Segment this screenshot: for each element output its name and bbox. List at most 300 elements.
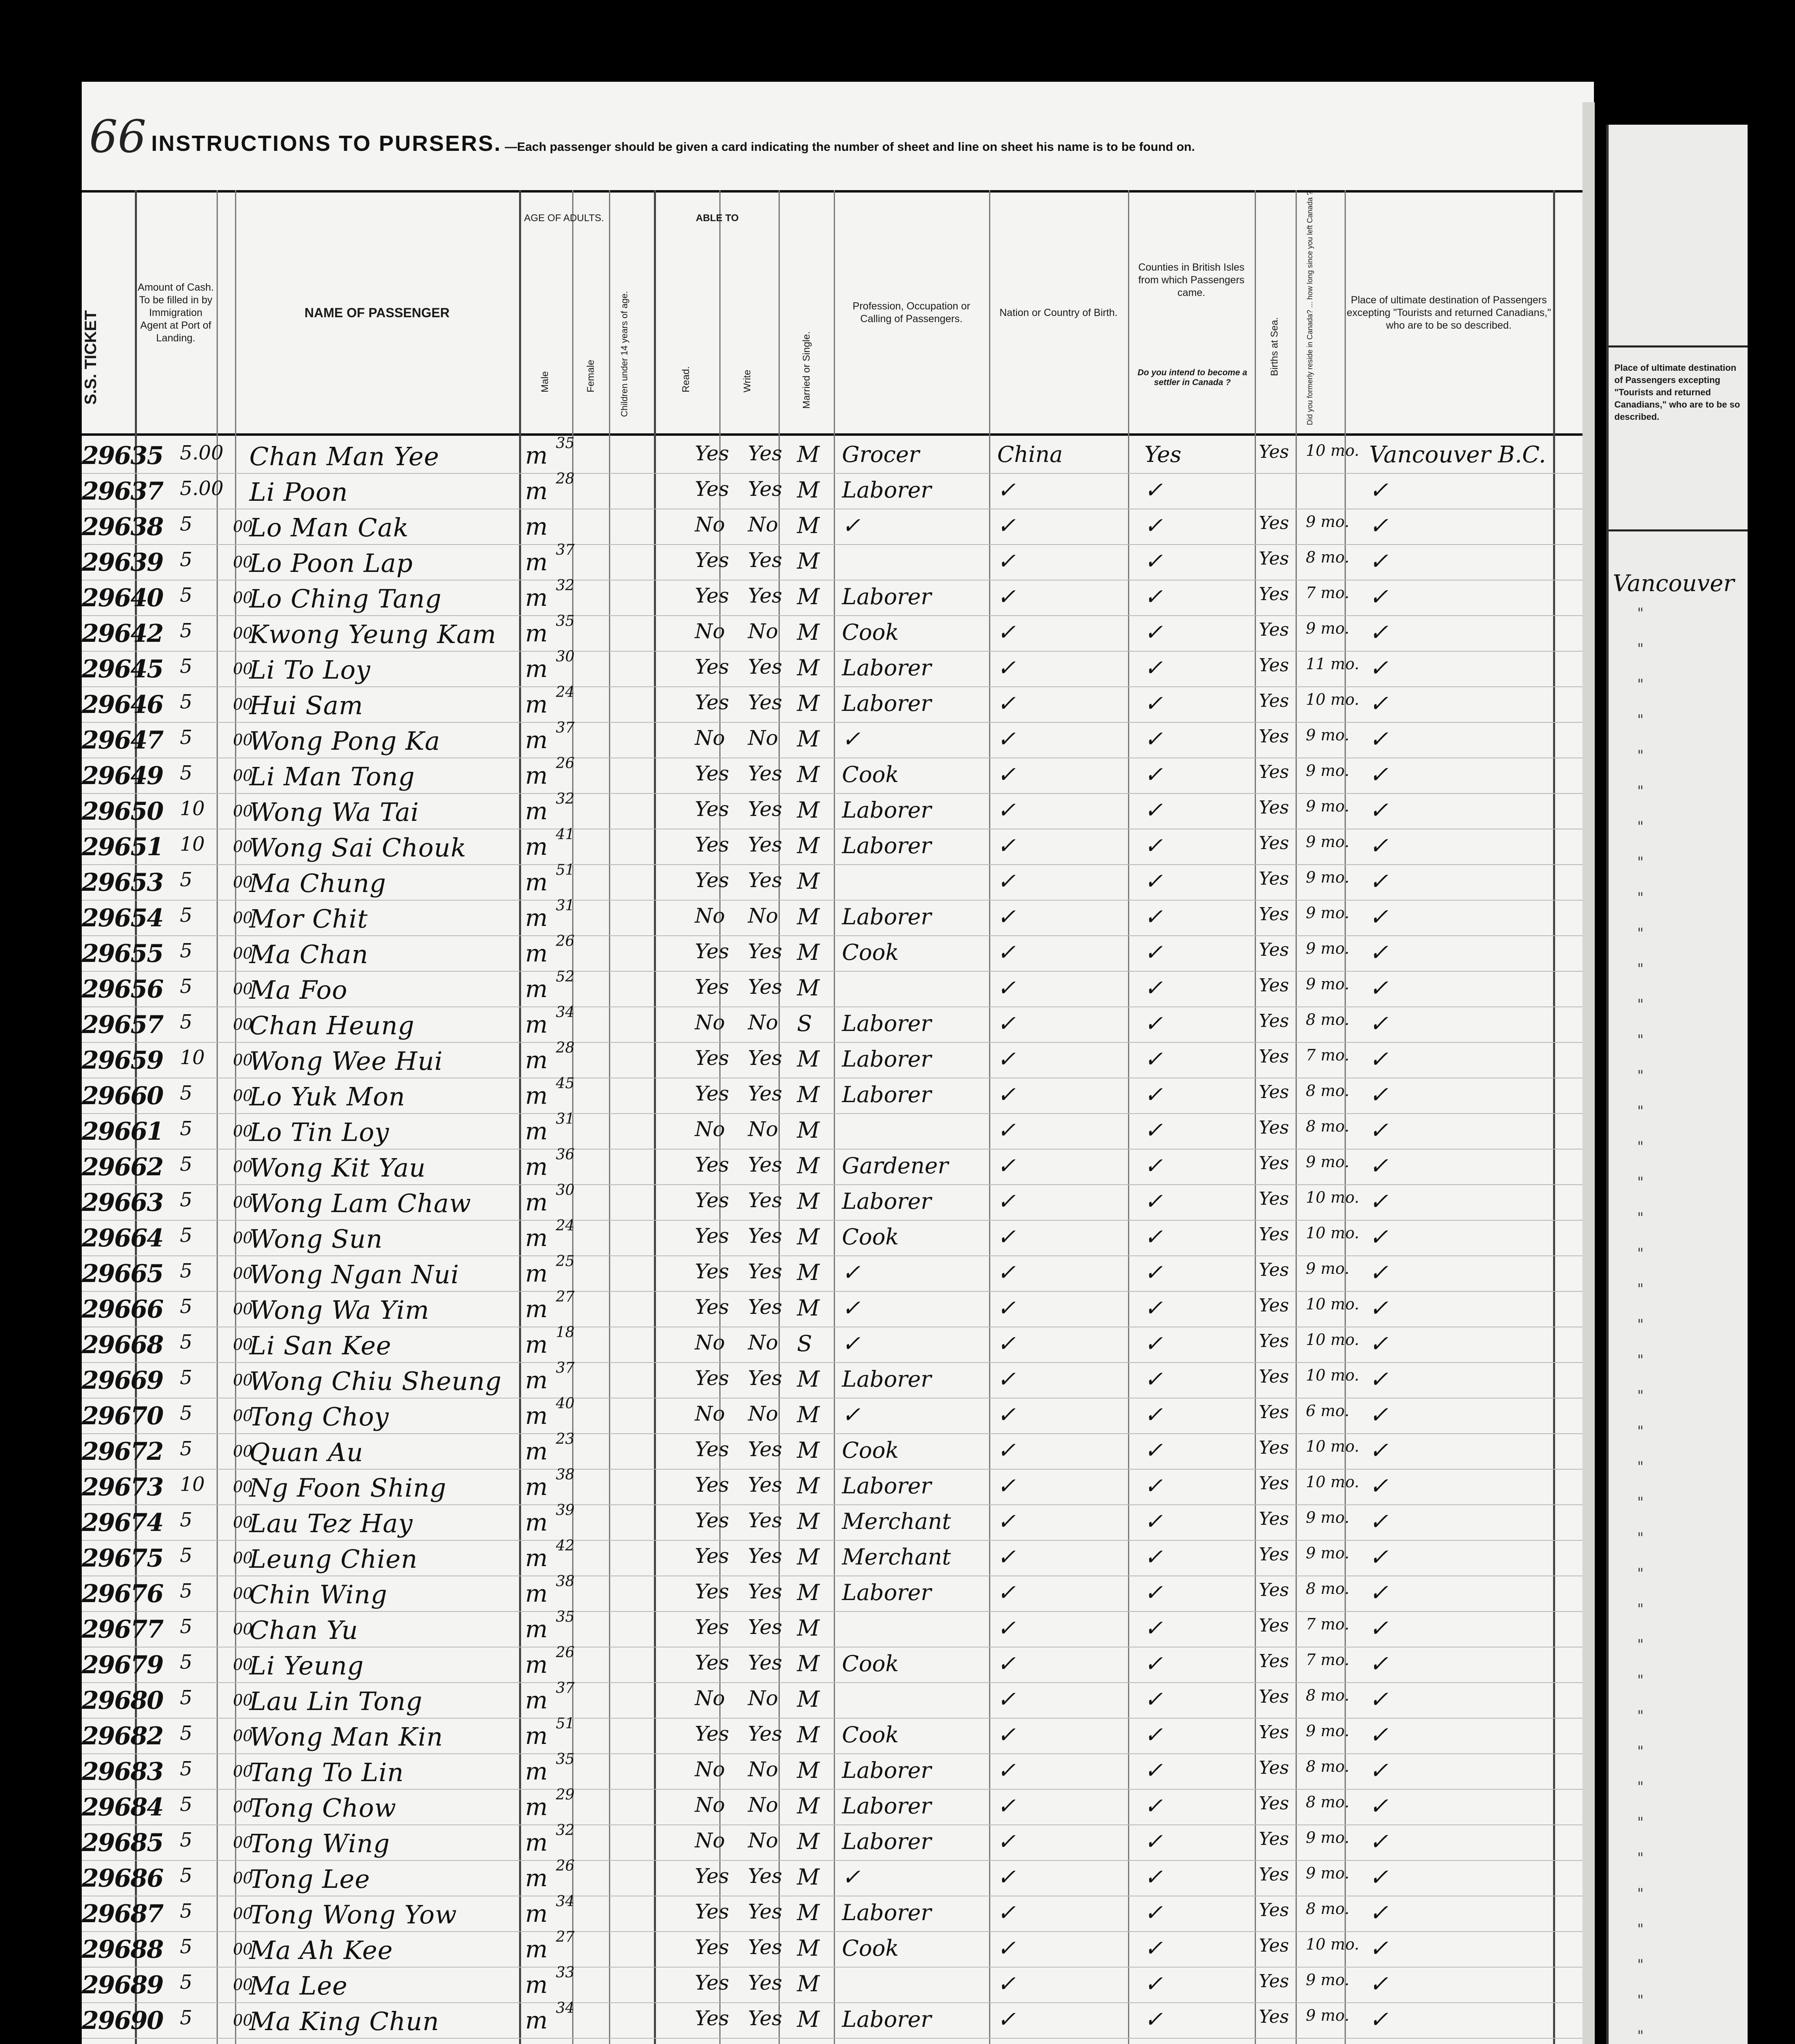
male-mark: m xyxy=(525,1722,548,1750)
write-value: No xyxy=(748,619,778,643)
nation-value: ✓ xyxy=(997,1046,1016,1072)
ticket-number: 29646 xyxy=(82,690,163,719)
read-column-header: Read. xyxy=(680,366,692,392)
male-mark: m xyxy=(525,1224,548,1252)
table-row xyxy=(82,509,1594,544)
table-row xyxy=(82,1715,1594,1753)
read-value: Yes xyxy=(695,1651,729,1674)
ditto-mark: " xyxy=(1637,1316,1644,1333)
ticket-number: 29684 xyxy=(82,1793,163,1822)
marital-status: M xyxy=(797,1971,820,1997)
settler-value: ✓ xyxy=(1144,1011,1163,1036)
births-value: Yes xyxy=(1259,1757,1289,1778)
occupation-value: Cook xyxy=(842,619,899,645)
ticket-number: 29635 xyxy=(82,442,163,470)
read-value: No xyxy=(695,1402,725,1425)
cash-amount: 10 xyxy=(180,797,205,820)
nation-value: ✓ xyxy=(997,1153,1016,1179)
male-mark: m xyxy=(525,797,548,825)
ditto-mark: " xyxy=(1637,854,1644,870)
destination-value: ✓ xyxy=(1369,1651,1388,1677)
write-value: Yes xyxy=(748,1935,782,1959)
period-value: 9 mo. xyxy=(1306,939,1350,957)
births-value: Yes xyxy=(1259,833,1289,854)
occupation-value: Merchant xyxy=(842,1544,951,1570)
read-value: Yes xyxy=(695,1935,729,1959)
period-value: 9 mo. xyxy=(1306,1544,1350,1562)
male-mark: m xyxy=(525,690,548,718)
ditto-mark: " xyxy=(1637,996,1644,1013)
cash-amount: 5 xyxy=(180,1437,192,1460)
occupation-value: ✓ xyxy=(842,513,861,538)
cash-amount: 5 xyxy=(180,1686,192,1709)
read-value: Yes xyxy=(695,1615,729,1639)
profession-column-header: Profession, Occupation or Calling of Passengers. xyxy=(853,300,970,325)
occupation-value: Cook xyxy=(842,1224,899,1250)
births-value: Yes xyxy=(1259,762,1289,782)
births-value: Yes xyxy=(1259,1473,1289,1494)
cash-amount: 5 xyxy=(180,1188,192,1211)
passenger-name: Wong Lam Chaw xyxy=(249,1188,472,1218)
age-value: 27 xyxy=(556,1289,575,1305)
male-mark: m xyxy=(525,1793,548,1821)
marital-status: M xyxy=(797,762,820,787)
nation-value: ✓ xyxy=(997,904,1016,930)
age-value: 34 xyxy=(556,1004,575,1021)
births-value: Yes xyxy=(1259,975,1289,996)
age-group-header: AGE OF ADULTS. xyxy=(524,213,604,224)
occupation-value: Cook xyxy=(842,939,899,965)
table-row xyxy=(82,864,1594,899)
ditto-mark: " xyxy=(1637,1957,1644,1973)
write-column-header: Write xyxy=(742,370,753,392)
table-row xyxy=(82,935,1594,970)
occupation-value: Laborer xyxy=(842,1900,931,1925)
ticket-number: 29687 xyxy=(82,1900,163,1928)
marital-status: M xyxy=(797,1117,820,1143)
write-value: Yes xyxy=(748,584,782,607)
occupation-value: Laborer xyxy=(842,1793,931,1819)
ticket-number: 29674 xyxy=(82,1508,163,1537)
cash-amount: 5 xyxy=(180,1757,192,1780)
destination-value: ✓ xyxy=(1369,1829,1388,1855)
nation-value: ✓ xyxy=(997,1615,1016,1641)
read-value: Yes xyxy=(695,1508,729,1532)
write-value: Yes xyxy=(748,797,782,821)
cash-cents: 00 xyxy=(233,624,253,642)
cash-cents: 00 xyxy=(233,1407,253,1425)
cash-amount: 5 xyxy=(180,513,192,536)
male-mark: m xyxy=(525,1188,548,1216)
table-row xyxy=(82,1644,1594,1682)
ticket-number: 29682 xyxy=(82,1722,163,1750)
nation-value: ✓ xyxy=(997,1082,1016,1107)
nation-value: ✓ xyxy=(997,1722,1016,1748)
cash-cents: 00 xyxy=(233,1336,253,1354)
table-row xyxy=(82,1075,1594,1113)
ticket-number: 29639 xyxy=(82,548,163,577)
occupation-value: Laborer xyxy=(842,1082,931,1107)
occupation-value: Merchant xyxy=(842,1508,951,1534)
passenger-name: Wong Kit Yau xyxy=(249,1153,426,1183)
passenger-name: Li To Loy xyxy=(249,655,371,685)
age-value: 31 xyxy=(556,897,575,914)
period-value: 10 mo. xyxy=(1306,690,1359,708)
age-value: 32 xyxy=(556,577,575,594)
settler-value: ✓ xyxy=(1144,619,1163,645)
destination-value: ✓ xyxy=(1369,1615,1388,1642)
settler-value: ✓ xyxy=(1144,1615,1163,1641)
table-row xyxy=(82,1255,1594,1291)
nation-value: ✓ xyxy=(997,1864,1016,1890)
settler-value: ✓ xyxy=(1144,1580,1163,1605)
marital-status: M xyxy=(797,1295,820,1321)
cash-amount: 5 xyxy=(180,1864,192,1887)
cash-cents: 00 xyxy=(233,553,253,571)
occupation-value: Cook xyxy=(842,1722,899,1748)
married-column-header: Married or Single. xyxy=(801,331,812,409)
cash-cents: 00 xyxy=(233,1122,253,1140)
cash-cents: 00 xyxy=(233,1905,253,1923)
nation-value: ✓ xyxy=(997,1473,1016,1499)
write-value: No xyxy=(748,1793,778,1817)
passenger-name: Leung Chien xyxy=(249,1544,418,1574)
passenger-name: Lo Poon Lap xyxy=(249,548,413,578)
ticket-number: 29663 xyxy=(82,1188,163,1217)
ticket-number: 29657 xyxy=(82,1011,163,1039)
age-value: 24 xyxy=(556,1217,575,1234)
settler-value: ✓ xyxy=(1144,797,1163,823)
marital-status: M xyxy=(797,1757,820,1783)
settler-value: ✓ xyxy=(1144,1473,1163,1499)
table-row xyxy=(82,1395,1594,1433)
write-value: No xyxy=(748,1686,778,1710)
ditto-mark: " xyxy=(1637,1743,1644,1759)
write-value: Yes xyxy=(748,655,782,679)
read-value: Yes xyxy=(695,655,729,679)
table-row xyxy=(82,615,1594,650)
cash-cents: 00 xyxy=(233,1158,253,1176)
occupation-value: Laborer xyxy=(842,1829,931,1854)
male-mark: m xyxy=(525,904,548,932)
destination-value: ✓ xyxy=(1369,1366,1388,1393)
births-value: Yes xyxy=(1259,1651,1289,1672)
age-value: 26 xyxy=(556,755,575,772)
ticket-number: 29640 xyxy=(82,584,163,612)
ditto-mark: " xyxy=(1637,1352,1644,1368)
age-value: 26 xyxy=(556,1858,575,1874)
period-value: 9 mo. xyxy=(1306,833,1350,851)
cash-amount: 5 xyxy=(180,1580,192,1602)
age-value: 30 xyxy=(556,648,575,665)
cash-amount: 5.00 xyxy=(180,477,224,500)
marital-status: M xyxy=(797,1366,820,1392)
settler-value: ✓ xyxy=(1144,1188,1163,1214)
destination-value: ✓ xyxy=(1369,619,1388,646)
ticket-number: 29669 xyxy=(82,1366,163,1395)
write-value: Yes xyxy=(748,548,782,572)
period-value: 10 mo. xyxy=(1306,1224,1359,1242)
read-value: Yes xyxy=(695,1366,729,1390)
cash-cents: 00 xyxy=(233,1727,253,1745)
ticket-number: 29650 xyxy=(82,797,163,826)
read-value: Yes xyxy=(695,1722,729,1746)
write-value: Yes xyxy=(748,868,782,892)
passenger-name: Mor Chit xyxy=(249,904,368,934)
passenger-name: Ng Foon Shing xyxy=(249,1473,447,1503)
page-edge xyxy=(1582,102,1595,2044)
destination-value: ✓ xyxy=(1369,1402,1388,1428)
ditto-mark: " xyxy=(1637,1779,1644,1795)
births-value: Yes xyxy=(1259,548,1289,569)
occupation-value: Laborer xyxy=(842,1011,931,1036)
name-column-header: NAME OF PASSENGER xyxy=(304,305,450,320)
occupation-value: Laborer xyxy=(842,584,931,610)
cash-cents: 00 xyxy=(233,766,253,784)
write-value: Yes xyxy=(748,1366,782,1390)
write-value: Yes xyxy=(748,1082,782,1105)
settler-value: ✓ xyxy=(1144,1260,1163,1285)
settler-value: ✓ xyxy=(1144,939,1163,965)
table-row xyxy=(82,1217,1594,1255)
read-value: Yes xyxy=(695,762,729,785)
cash-cents: 00 xyxy=(233,518,253,536)
destination-value: ✓ xyxy=(1369,1508,1388,1535)
marital-status: M xyxy=(797,1544,820,1570)
settler-value: ✓ xyxy=(1144,1757,1163,1783)
write-value: Yes xyxy=(748,1971,782,1995)
male-mark: m xyxy=(525,1402,548,1430)
read-value: Yes xyxy=(695,868,729,892)
ditto-mark: " xyxy=(1637,1423,1644,1439)
occupation-value: Laborer xyxy=(842,2006,931,2032)
write-value: Yes xyxy=(748,690,782,714)
write-value: Yes xyxy=(748,1188,782,1212)
settler-value: ✓ xyxy=(1144,1331,1163,1356)
cash-cents: 00 xyxy=(233,1051,253,1069)
table-row xyxy=(82,1573,1594,1611)
settler-value: ✓ xyxy=(1144,1437,1163,1463)
ditto-mark: " xyxy=(1637,1139,1644,1155)
destination-value: ✓ xyxy=(1369,868,1388,895)
write-value: Yes xyxy=(748,1651,782,1674)
able-to-header: ABLE TO xyxy=(696,213,739,224)
occupation-value: Laborer xyxy=(842,1366,931,1392)
settler-value: ✓ xyxy=(1144,690,1163,716)
ticket-number: 29670 xyxy=(82,1402,163,1430)
passenger-name: Ma Chan xyxy=(249,939,369,969)
destination-value: ✓ xyxy=(1369,1473,1388,1499)
period-value: 7 mo. xyxy=(1306,1615,1350,1633)
passenger-name: Li Man Tong xyxy=(249,762,415,791)
female-column-header: Female xyxy=(585,359,596,392)
table-row xyxy=(82,1433,1594,1468)
table-row xyxy=(82,1931,1594,1966)
marital-status: M xyxy=(797,904,820,930)
occupation-value: Laborer xyxy=(842,690,931,716)
nation-value: ✓ xyxy=(997,1437,1016,1463)
passenger-name: Ma Chung xyxy=(249,868,387,898)
destination-value: ✓ xyxy=(1369,513,1388,539)
period-value: 9 mo. xyxy=(1306,619,1350,637)
ditto-mark: " xyxy=(1637,1814,1644,1831)
cash-amount: 5 xyxy=(180,1011,192,1033)
births-value: Yes xyxy=(1259,797,1289,818)
read-value: Yes xyxy=(695,833,729,856)
nation-value: ✓ xyxy=(997,1651,1016,1676)
read-value: No xyxy=(695,1686,725,1710)
age-value: 18 xyxy=(556,1324,575,1341)
ticket-number: 29661 xyxy=(82,1117,163,1146)
cash-amount: 5 xyxy=(180,1224,192,1247)
age-value: 35 xyxy=(556,1751,575,1768)
ticket-number: 29679 xyxy=(82,1651,163,1679)
cash-amount: 5 xyxy=(180,1793,192,1816)
ticket-number: 29654 xyxy=(82,904,163,932)
table-row xyxy=(82,1466,1594,1504)
settler-value: ✓ xyxy=(1144,1117,1163,1143)
cash-cents: 00 xyxy=(233,944,253,962)
births-value: Yes xyxy=(1259,1437,1289,1458)
passenger-name: Lo Ching Tang xyxy=(249,584,442,614)
period-value: 8 mo. xyxy=(1306,1011,1350,1029)
cash-cents: 00 xyxy=(233,589,253,607)
passenger-name: Li San Kee xyxy=(249,1331,392,1360)
ticket-number: 29666 xyxy=(82,1295,163,1324)
period-value: 9 mo. xyxy=(1306,975,1350,993)
cash-cents: 00 xyxy=(233,873,253,891)
occupation-value: ✓ xyxy=(842,1402,861,1428)
settler-value: ✓ xyxy=(1144,548,1163,574)
table-row xyxy=(82,1611,1594,1646)
instructions-title: INSTRUCTIONS TO PURSERS. xyxy=(151,131,502,156)
passenger-name: Wong Chiu Sheung xyxy=(249,1366,502,1396)
write-value: Yes xyxy=(748,1295,782,1319)
ditto-mark: " xyxy=(1637,2028,1644,2044)
marital-status: M xyxy=(797,1153,820,1179)
nation-value: ✓ xyxy=(997,1224,1016,1250)
cash-amount: 5 xyxy=(180,1402,192,1425)
births-value: Yes xyxy=(1259,1011,1289,1031)
passenger-name: Wong Sai Chouk xyxy=(249,833,467,863)
settler-value: ✓ xyxy=(1144,1722,1163,1748)
births-value: Yes xyxy=(1259,1331,1289,1351)
occupation-value: Gardener xyxy=(842,1153,949,1179)
period-value: 9 mo. xyxy=(1306,904,1350,922)
male-mark: m xyxy=(525,975,548,1003)
ticket-number: 29642 xyxy=(82,619,163,648)
births-value: Yes xyxy=(1259,2006,1289,2027)
age-value: 35 xyxy=(556,613,575,630)
occupation-value: Cook xyxy=(842,1651,899,1676)
read-value: Yes xyxy=(695,1580,729,1603)
nation-value: ✓ xyxy=(997,762,1016,787)
read-value: Yes xyxy=(695,975,729,999)
destination-value: ✓ xyxy=(1369,655,1388,681)
settler-value: ✓ xyxy=(1144,1224,1163,1250)
read-value: Yes xyxy=(695,1188,729,1212)
table-row xyxy=(82,1682,1594,1717)
destination-value: ✓ xyxy=(1369,904,1388,930)
nation-value: ✓ xyxy=(997,619,1016,645)
table-row xyxy=(82,648,1594,686)
marital-status: M xyxy=(797,548,820,574)
table-row xyxy=(82,1184,1594,1219)
occupation-value: Laborer xyxy=(842,833,931,858)
marital-status: M xyxy=(797,1615,820,1641)
write-value: Yes xyxy=(748,1580,782,1603)
marital-status: M xyxy=(797,1437,820,1463)
marital-status: M xyxy=(797,1829,820,1854)
read-value: Yes xyxy=(695,1971,729,1995)
male-mark: m xyxy=(525,2006,548,2034)
destination-value: ✓ xyxy=(1369,1153,1388,1179)
destination-value: ✓ xyxy=(1369,1722,1388,1748)
period-value: 8 mo. xyxy=(1306,1900,1350,1918)
cash-cents: 00 xyxy=(233,1976,253,1994)
period-value: 10 mo. xyxy=(1306,1188,1359,1206)
table-row xyxy=(82,1324,1594,1362)
settler-value: ✓ xyxy=(1144,975,1163,1001)
period-value: 9 mo. xyxy=(1306,1722,1350,1740)
period-value: 10 mo. xyxy=(1306,1935,1359,1953)
write-value: No xyxy=(748,1757,778,1781)
settler-value: ✓ xyxy=(1144,1153,1163,1179)
table-row xyxy=(82,1006,1594,1042)
write-value: No xyxy=(748,904,778,928)
ticket-number: 29685 xyxy=(82,1829,163,1857)
read-value: Yes xyxy=(695,1295,729,1319)
destination-value: ✓ xyxy=(1369,1046,1388,1073)
settler-value: Yes xyxy=(1144,442,1182,467)
settler-value: ✓ xyxy=(1144,762,1163,787)
age-value: 37 xyxy=(556,1680,575,1697)
cash-cents: 00 xyxy=(233,980,253,998)
ticket-number: 29662 xyxy=(82,1153,163,1181)
period-value: 9 mo. xyxy=(1306,2006,1350,2024)
read-value: Yes xyxy=(695,548,729,572)
destination-value: ✓ xyxy=(1369,726,1388,753)
destination-value: ✓ xyxy=(1369,1935,1388,1962)
cash-amount: 5 xyxy=(180,1544,192,1567)
births-value: Yes xyxy=(1259,1188,1289,1209)
male-mark: m xyxy=(525,1260,548,1287)
cash-cents: 00 xyxy=(233,1691,253,1709)
write-value: No xyxy=(748,1331,778,1354)
read-value: Yes xyxy=(695,584,729,607)
passenger-name: Chan Heung xyxy=(249,1011,415,1040)
period-value: 9 mo. xyxy=(1306,868,1350,886)
table-row xyxy=(82,1893,1594,1931)
births-column-header: Births at Sea. xyxy=(1269,317,1280,376)
ditto-mark: " xyxy=(1637,1032,1644,1048)
period-value: 10 mo. xyxy=(1306,1295,1359,1313)
period-value: 9 mo. xyxy=(1306,1829,1350,1847)
nation-value: ✓ xyxy=(997,797,1016,823)
cash-amount: 5 xyxy=(180,1508,192,1531)
age-value: 26 xyxy=(556,933,575,950)
cash-amount: 5 xyxy=(180,1366,192,1389)
write-value: Yes xyxy=(748,1615,782,1639)
destination-value: ✓ xyxy=(1369,1224,1388,1251)
age-value: 36 xyxy=(556,1146,575,1163)
cash-column-header: Amount of Cash. To be filled in by Immigration Agent at Port of Landing. xyxy=(137,281,214,344)
births-value: Yes xyxy=(1259,1508,1289,1529)
period-value: 10 mo. xyxy=(1306,442,1359,459)
male-mark: m xyxy=(525,762,548,789)
occupation-value: Cook xyxy=(842,1935,899,1961)
manifest-sheet xyxy=(82,82,1594,2044)
